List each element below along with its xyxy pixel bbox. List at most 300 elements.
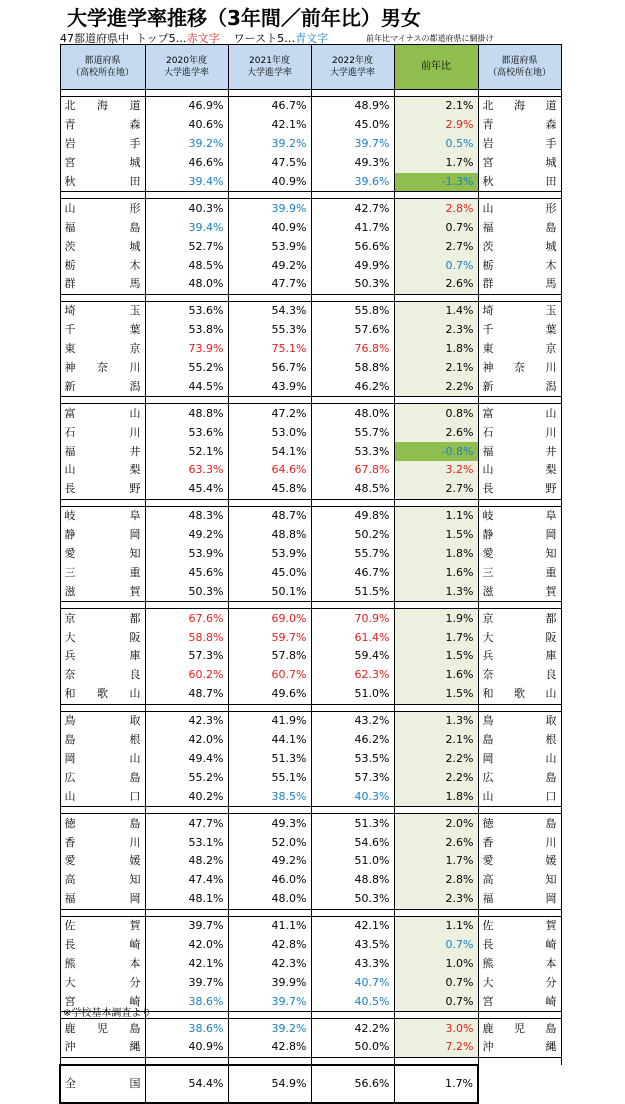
pref-cell: 島根 xyxy=(60,731,145,750)
pref-cell: 京都 xyxy=(60,609,145,628)
spacer-cell xyxy=(394,602,478,609)
pref-cell-right: 広島 xyxy=(478,768,561,787)
rate-2022-cell: 50.2% xyxy=(311,526,394,545)
table-row xyxy=(60,506,561,525)
rate-2020-cell: 53.6% xyxy=(145,423,228,442)
pref-cell: 岡山 xyxy=(60,750,145,769)
table-row xyxy=(60,480,561,499)
rate-2020-cell: 53.6% xyxy=(145,301,228,320)
spacer-cell xyxy=(60,602,145,609)
spacer-cell xyxy=(311,192,394,199)
table-row xyxy=(60,275,561,294)
rate-2022-cell: 50.3% xyxy=(311,275,394,294)
pref-cell: 高知 xyxy=(60,871,145,890)
pref-cell: 岐阜 xyxy=(60,506,145,525)
rate-2020-cell: 46.6% xyxy=(145,154,228,173)
pref-cell-right: 香川 xyxy=(478,833,561,852)
header-2020: 2020年度 大学進学率 xyxy=(145,45,228,90)
table-row xyxy=(60,563,561,582)
ratio-cell: 2.0% xyxy=(394,814,478,833)
pref-cell-right: 鹿児島 xyxy=(478,1019,561,1038)
rate-2020-cell: 48.3% xyxy=(145,506,228,525)
rate-2022-cell: 48.5% xyxy=(311,480,394,499)
ratio-cell: 1.8% xyxy=(394,545,478,564)
rate-2021-cell: 42.8% xyxy=(228,936,311,955)
rate-2020-cell: 49.2% xyxy=(145,526,228,545)
rate-2021-cell: 39.2% xyxy=(228,1019,311,1038)
header-2021: 2021年度 大学進学率 xyxy=(228,45,311,90)
table-row xyxy=(60,814,561,833)
pref-cell-right: 新潟 xyxy=(478,377,561,396)
pref-cell-right: 東京 xyxy=(478,340,561,359)
pref-cell-right: 山口 xyxy=(478,787,561,806)
rate-2022-cell: 46.2% xyxy=(311,377,394,396)
spacer-cell xyxy=(145,192,228,199)
pref-cell: 石川 xyxy=(60,423,145,442)
table-row xyxy=(60,685,561,704)
pref-cell-right: 青森 xyxy=(478,116,561,135)
table-row xyxy=(60,97,561,116)
spacer-cell xyxy=(228,192,311,199)
pref-cell-right: 愛知 xyxy=(478,545,561,564)
rate-2021-cell: 52.0% xyxy=(228,833,311,852)
rate-2022-cell: 51.5% xyxy=(311,582,394,601)
spacer-cell xyxy=(478,1012,561,1019)
subtitle-top-label: トップ5… xyxy=(136,32,187,45)
table-row xyxy=(60,359,561,378)
rate-2021-cell: 42.8% xyxy=(228,1038,311,1057)
pref-cell-right: 徳島 xyxy=(478,814,561,833)
rate-2022-cell: 49.9% xyxy=(311,256,394,275)
spacer-cell xyxy=(60,499,145,506)
rate-2021-cell: 39.2% xyxy=(228,135,311,154)
pref-cell-right: 滋賀 xyxy=(478,582,561,601)
spacer-cell xyxy=(228,909,311,916)
pref-cell: 神奈川 xyxy=(60,359,145,378)
rate-2020-cell: 48.5% xyxy=(145,256,228,275)
rate-2020-cell: 52.7% xyxy=(145,237,228,256)
table-row xyxy=(60,442,561,461)
rate-2021-cell: 49.6% xyxy=(228,685,311,704)
group-spacer xyxy=(60,90,561,97)
rate-2022-cell: 61.4% xyxy=(311,628,394,647)
rate-2022-cell: 48.0% xyxy=(311,404,394,423)
spacer-cell xyxy=(311,294,394,301)
pref-cell-right: 埼玉 xyxy=(478,301,561,320)
rate-2021-cell: 48.8% xyxy=(228,526,311,545)
rate-2022-cell: 41.7% xyxy=(311,218,394,237)
subtitle-top-text: 赤文字 xyxy=(186,32,220,45)
rate-2021-cell: 41.1% xyxy=(228,916,311,935)
spacer-cell xyxy=(145,909,228,916)
table-row xyxy=(60,199,561,218)
pref-cell: 滋賀 xyxy=(60,582,145,601)
pref-cell-right: 石川 xyxy=(478,423,561,442)
table-row xyxy=(60,1038,561,1057)
rate-2020-cell: 50.3% xyxy=(145,582,228,601)
spacer-cell xyxy=(145,602,228,609)
rate-2022-cell: 49.8% xyxy=(311,506,394,525)
pref-cell-right: 宮城 xyxy=(478,154,561,173)
spacer-cell xyxy=(228,294,311,301)
rate-2021-cell: 64.6% xyxy=(228,461,311,480)
rate-2021-cell: 53.9% xyxy=(228,545,311,564)
ratio-cell: 1.8% xyxy=(394,787,478,806)
spacer-cell xyxy=(394,397,478,404)
rate-2022-cell: 48.9% xyxy=(311,97,394,116)
pref-cell: 栃木 xyxy=(60,256,145,275)
rate-2022-cell: 40.3% xyxy=(311,787,394,806)
spacer-cell xyxy=(394,909,478,916)
table-row xyxy=(60,711,561,730)
rate-2020-cell: 42.0% xyxy=(145,936,228,955)
table-row xyxy=(60,154,561,173)
ratio-cell: -1.3% xyxy=(394,173,478,192)
rate-2022-cell: 51.0% xyxy=(311,852,394,871)
table-row xyxy=(60,301,561,320)
table-row xyxy=(60,545,561,564)
total-2021-cell: 54.9% xyxy=(228,1065,311,1103)
rate-2022-cell: 43.5% xyxy=(311,936,394,955)
ratio-cell: 2.9% xyxy=(394,116,478,135)
table-row xyxy=(60,871,561,890)
pref-cell: 徳島 xyxy=(60,814,145,833)
table-row xyxy=(60,609,561,628)
group-spacer xyxy=(60,602,561,609)
ratio-cell: 0.8% xyxy=(394,404,478,423)
spacer-cell xyxy=(60,397,145,404)
ratio-cell: 2.3% xyxy=(394,890,478,909)
table-row xyxy=(60,787,561,806)
pref-cell: 奈良 xyxy=(60,666,145,685)
table-row xyxy=(60,321,561,340)
table-row xyxy=(60,256,561,275)
rate-2021-cell: 49.2% xyxy=(228,852,311,871)
rate-2021-cell: 38.5% xyxy=(228,787,311,806)
rate-2021-cell: 54.1% xyxy=(228,442,311,461)
rate-2020-cell: 39.4% xyxy=(145,173,228,192)
pref-cell: 鳥取 xyxy=(60,711,145,730)
rate-2021-cell: 46.0% xyxy=(228,871,311,890)
table-row xyxy=(60,340,561,359)
spacer-cell xyxy=(394,294,478,301)
rate-2021-cell: 42.3% xyxy=(228,954,311,973)
table-row xyxy=(60,628,561,647)
rate-2022-cell: 55.8% xyxy=(311,301,394,320)
pref-cell: 広島 xyxy=(60,768,145,787)
pref-cell: 岩手 xyxy=(60,135,145,154)
pref-cell: 富山 xyxy=(60,404,145,423)
spacer-cell xyxy=(311,602,394,609)
pref-cell-right: 岩手 xyxy=(478,135,561,154)
ratio-cell: 1.7% xyxy=(394,628,478,647)
pref-cell: 福岡 xyxy=(60,890,145,909)
rate-2020-cell: 48.7% xyxy=(145,685,228,704)
rate-2022-cell: 39.6% xyxy=(311,173,394,192)
source-note: ※学校基本調査より xyxy=(63,1008,152,1019)
pref-cell-right: 長野 xyxy=(478,480,561,499)
ratio-cell: 1.4% xyxy=(394,301,478,320)
rate-2022-cell: 57.3% xyxy=(311,768,394,787)
spacer-cell xyxy=(228,1012,311,1019)
rate-2020-cell: 38.6% xyxy=(145,1019,228,1038)
rate-2020-cell: 38.6% xyxy=(145,992,228,1011)
rate-2022-cell: 54.6% xyxy=(311,833,394,852)
rate-2020-cell: 39.4% xyxy=(145,218,228,237)
spacer-cell xyxy=(478,90,561,97)
spacer-cell xyxy=(394,704,478,711)
pref-cell: 福井 xyxy=(60,442,145,461)
rate-2020-cell: 48.1% xyxy=(145,890,228,909)
total-2020-cell: 54.4% xyxy=(145,1065,228,1103)
ratio-cell: 0.5% xyxy=(394,135,478,154)
ratio-cell: 2.1% xyxy=(394,359,478,378)
table-row xyxy=(60,173,561,192)
pref-cell: 大分 xyxy=(60,973,145,992)
rate-2020-cell: 40.9% xyxy=(145,1038,228,1057)
table-row xyxy=(60,404,561,423)
table-row xyxy=(60,852,561,871)
ratio-cell: 2.1% xyxy=(394,731,478,750)
header-row xyxy=(60,45,561,90)
ratio-cell: 2.7% xyxy=(394,480,478,499)
rate-2022-cell: 39.7% xyxy=(311,135,394,154)
spacer-cell xyxy=(478,704,561,711)
pref-cell-right: 島根 xyxy=(478,731,561,750)
rate-2022-cell: 53.5% xyxy=(311,750,394,769)
spacer-cell xyxy=(60,704,145,711)
header-2022: 2022年度 大学進学率 xyxy=(311,45,394,90)
table-row xyxy=(60,973,561,992)
spacer-cell xyxy=(311,807,394,814)
spacer-cell xyxy=(311,90,394,97)
rate-2020-cell: 47.7% xyxy=(145,814,228,833)
ratio-cell: 1.9% xyxy=(394,609,478,628)
pref-cell: 宮城 xyxy=(60,154,145,173)
rate-2022-cell: 42.1% xyxy=(311,916,394,935)
pref-cell-right: 群馬 xyxy=(478,275,561,294)
pref-cell-right: 栃木 xyxy=(478,256,561,275)
spacer-cell xyxy=(145,397,228,404)
rate-2021-cell: 55.3% xyxy=(228,321,311,340)
rate-2020-cell: 52.1% xyxy=(145,442,228,461)
group-spacer xyxy=(60,704,561,711)
ratio-cell: 2.2% xyxy=(394,768,478,787)
pref-cell-right: 和歌山 xyxy=(478,685,561,704)
ratio-cell: 1.3% xyxy=(394,711,478,730)
spacer-cell xyxy=(145,90,228,97)
subtitle-worst-text: 青文字 xyxy=(295,32,329,45)
ratio-cell: 2.6% xyxy=(394,423,478,442)
rate-2022-cell: 55.7% xyxy=(311,423,394,442)
ratio-cell: 1.8% xyxy=(394,340,478,359)
ratio-cell: 2.2% xyxy=(394,377,478,396)
table-row xyxy=(60,423,561,442)
rate-2021-cell: 39.9% xyxy=(228,973,311,992)
table-row xyxy=(60,936,561,955)
pref-cell-right: 三重 xyxy=(478,563,561,582)
rate-2022-cell: 62.3% xyxy=(311,666,394,685)
pref-cell-right: 沖縄 xyxy=(478,1038,561,1057)
table-row xyxy=(60,954,561,973)
rate-2022-cell: 46.2% xyxy=(311,731,394,750)
rate-2020-cell: 40.6% xyxy=(145,116,228,135)
rate-2022-cell: 50.3% xyxy=(311,890,394,909)
ratio-cell: 1.6% xyxy=(394,666,478,685)
rate-2020-cell: 42.3% xyxy=(145,711,228,730)
pref-cell-right: 奈良 xyxy=(478,666,561,685)
ratio-cell: 7.2% xyxy=(394,1038,478,1057)
rate-2022-cell: 50.0% xyxy=(311,1038,394,1057)
ratio-cell: 1.5% xyxy=(394,526,478,545)
rate-2021-cell: 48.0% xyxy=(228,890,311,909)
rate-2020-cell: 53.8% xyxy=(145,321,228,340)
rate-2020-cell: 39.7% xyxy=(145,916,228,935)
spacer-cell xyxy=(60,1057,145,1065)
ratio-cell: 0.7% xyxy=(394,936,478,955)
spacer-cell xyxy=(60,192,145,199)
rate-2021-cell: 56.7% xyxy=(228,359,311,378)
rate-2022-cell: 48.8% xyxy=(311,871,394,890)
pref-cell-right: 静岡 xyxy=(478,526,561,545)
spacer-cell xyxy=(311,1057,394,1065)
rate-2022-cell: 56.6% xyxy=(311,237,394,256)
pref-cell-right: 北海道 xyxy=(478,97,561,116)
rate-2020-cell: 60.2% xyxy=(145,666,228,685)
rate-2020-cell: 39.2% xyxy=(145,135,228,154)
total-row xyxy=(60,1065,561,1103)
rate-2022-cell: 76.8% xyxy=(311,340,394,359)
pref-cell-right: 鳥取 xyxy=(478,711,561,730)
rate-2021-cell: 55.1% xyxy=(228,768,311,787)
pref-cell: 群馬 xyxy=(60,275,145,294)
rate-2020-cell: 47.4% xyxy=(145,871,228,890)
spacer-cell xyxy=(60,294,145,301)
rate-2020-cell: 48.0% xyxy=(145,275,228,294)
spacer-cell xyxy=(228,499,311,506)
rate-2020-cell: 53.9% xyxy=(145,545,228,564)
rate-2021-cell: 47.7% xyxy=(228,275,311,294)
rate-2022-cell: 46.7% xyxy=(311,563,394,582)
rate-2022-cell: 42.2% xyxy=(311,1019,394,1038)
ratio-cell: 1.3% xyxy=(394,582,478,601)
rate-2021-cell: 47.2% xyxy=(228,404,311,423)
rate-2021-cell: 40.9% xyxy=(228,218,311,237)
spacer-cell xyxy=(311,909,394,916)
spacer-cell xyxy=(60,909,145,916)
rate-2021-cell: 60.7% xyxy=(228,666,311,685)
rate-2021-cell: 39.9% xyxy=(228,199,311,218)
spacer-cell xyxy=(228,602,311,609)
ratio-cell: 2.8% xyxy=(394,199,478,218)
pref-cell: 大阪 xyxy=(60,628,145,647)
pref-cell: 山口 xyxy=(60,787,145,806)
pref-cell-right: 山梨 xyxy=(478,461,561,480)
data-table xyxy=(59,44,562,1104)
rate-2020-cell: 45.4% xyxy=(145,480,228,499)
pref-cell: 愛媛 xyxy=(60,852,145,871)
pref-cell-right: 長崎 xyxy=(478,936,561,955)
pref-cell: 福島 xyxy=(60,218,145,237)
pref-cell: 千葉 xyxy=(60,321,145,340)
table-row xyxy=(60,135,561,154)
spacer-cell xyxy=(478,1057,561,1065)
table-row xyxy=(60,666,561,685)
ratio-cell: 2.3% xyxy=(394,321,478,340)
table-row xyxy=(60,582,561,601)
pref-cell: 東京 xyxy=(60,340,145,359)
table-row xyxy=(60,377,561,396)
spacer-cell xyxy=(394,192,478,199)
table-row xyxy=(60,750,561,769)
spacer-cell xyxy=(228,397,311,404)
pref-cell-right: 佐賀 xyxy=(478,916,561,935)
rate-2021-cell: 75.1% xyxy=(228,340,311,359)
spacer-cell xyxy=(228,807,311,814)
subtitle-prefix: 47都道府県中 xyxy=(60,32,129,45)
rate-2021-cell: 48.7% xyxy=(228,506,311,525)
page-title: 大学進学率推移（3年間／前年比）男女 xyxy=(67,6,421,30)
pref-cell-right: 神奈川 xyxy=(478,359,561,378)
table-row xyxy=(60,1019,561,1038)
ratio-cell: 0.7% xyxy=(394,218,478,237)
rate-2020-cell: 40.2% xyxy=(145,787,228,806)
header-pref-right: 都道府県 （高校所在地） xyxy=(478,45,561,90)
group-spacer xyxy=(60,909,561,916)
rate-2022-cell: 45.0% xyxy=(311,116,394,135)
pref-cell-right: 大分 xyxy=(478,973,561,992)
table-row xyxy=(60,647,561,666)
rate-2022-cell: 58.8% xyxy=(311,359,394,378)
rate-2020-cell: 39.7% xyxy=(145,973,228,992)
ratio-cell: 0.7% xyxy=(394,256,478,275)
ratio-cell: 1.1% xyxy=(394,916,478,935)
rate-2021-cell: 41.9% xyxy=(228,711,311,730)
pref-cell: 愛知 xyxy=(60,545,145,564)
header-pref: 都道府県 （高校所在地） xyxy=(60,45,145,90)
rate-2022-cell: 57.6% xyxy=(311,321,394,340)
rate-2020-cell: 49.4% xyxy=(145,750,228,769)
rate-2021-cell: 49.3% xyxy=(228,814,311,833)
group-spacer xyxy=(60,1057,561,1065)
pref-cell: 兵庫 xyxy=(60,647,145,666)
ratio-cell: 1.0% xyxy=(394,954,478,973)
rate-2020-cell: 73.9% xyxy=(145,340,228,359)
rate-2020-cell: 44.5% xyxy=(145,377,228,396)
spacer-cell xyxy=(145,807,228,814)
rate-2020-cell: 63.3% xyxy=(145,461,228,480)
total-empty-cell xyxy=(478,1065,561,1103)
rate-2022-cell: 55.7% xyxy=(311,545,394,564)
spacer-cell xyxy=(228,90,311,97)
spacer-cell xyxy=(60,90,145,97)
shading-note: 前年比マイナスの都道府県に網掛け xyxy=(366,34,494,43)
spacer-cell xyxy=(394,1057,478,1065)
pref-cell: 山形 xyxy=(60,199,145,218)
rate-2020-cell: 67.6% xyxy=(145,609,228,628)
ratio-cell: 1.6% xyxy=(394,563,478,582)
ratio-cell: 2.1% xyxy=(394,97,478,116)
table-row xyxy=(60,890,561,909)
rate-2022-cell: 49.3% xyxy=(311,154,394,173)
table-row xyxy=(60,731,561,750)
pref-cell-right: 岐阜 xyxy=(478,506,561,525)
rate-2022-cell: 70.9% xyxy=(311,609,394,628)
spacer-cell xyxy=(145,1057,228,1065)
pref-cell: 沖縄 xyxy=(60,1038,145,1057)
pref-cell-right: 千葉 xyxy=(478,321,561,340)
spacer-cell xyxy=(478,294,561,301)
